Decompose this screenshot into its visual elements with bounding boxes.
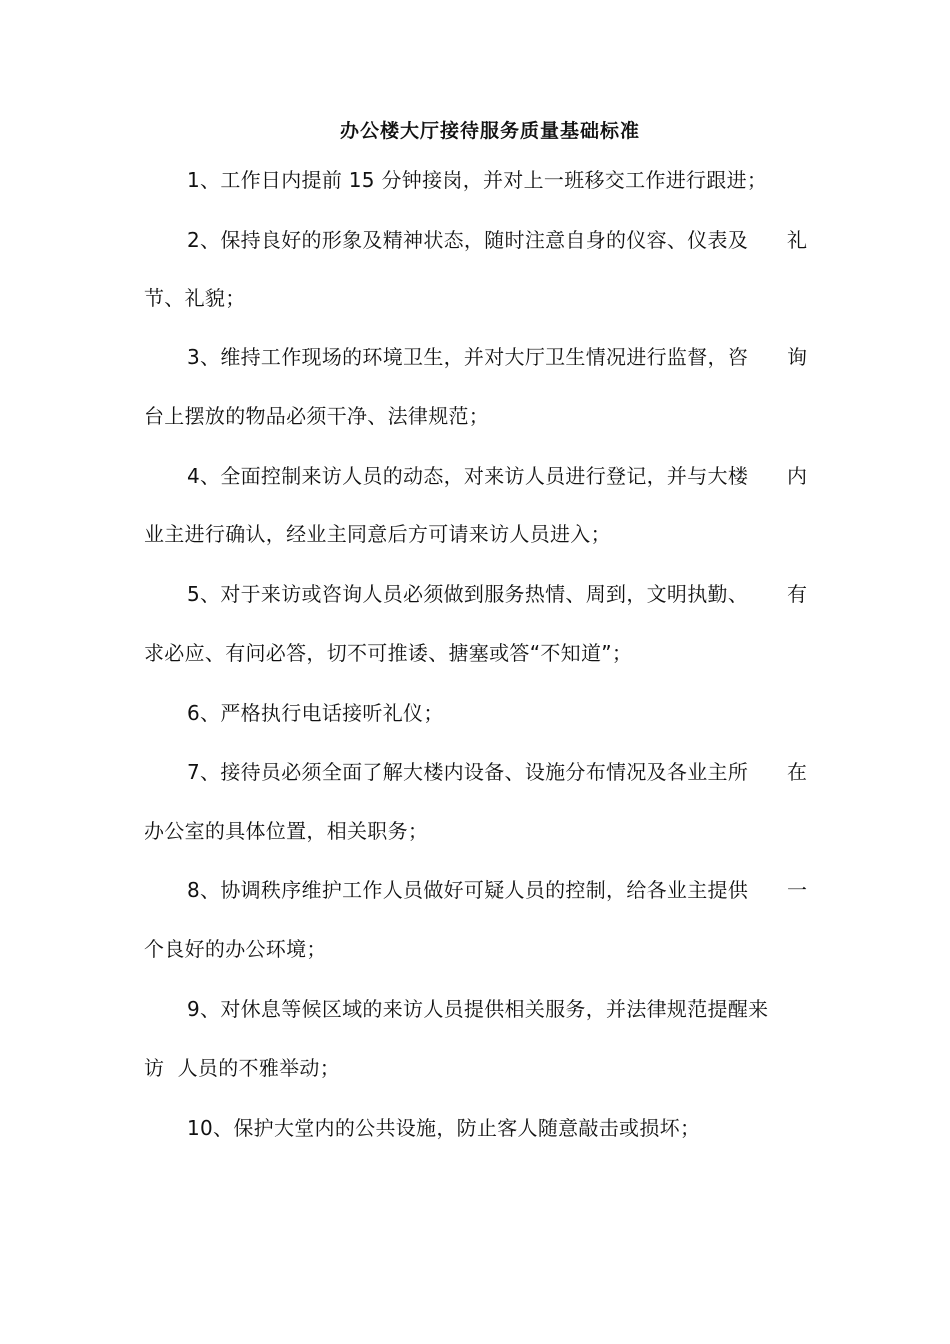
item-6: 6、严格执行电话接听礼仪； bbox=[187, 701, 444, 725]
item-4-continuation: 业主进行确认，经业主同意后方可请来访人员进入； bbox=[144, 522, 611, 546]
item-9-continuation: 访 人员的不雅举动； bbox=[144, 1056, 341, 1080]
item-7-tail: 在 bbox=[787, 760, 807, 784]
item-9: 9、对休息等候区域的来访人员提供相关服务，并法律规范提醒来 bbox=[187, 997, 769, 1021]
item-5-continuation: 求必应、有问必答，切不可推诿、搪塞或答“不知道”； bbox=[144, 641, 633, 665]
item-10: 10、保护大堂内的公共设施，防止客人随意敲击或损坏； bbox=[187, 1116, 701, 1140]
item-4-tail: 内 bbox=[787, 464, 807, 488]
item-7: 7、接待员必须全面了解大楼内设备、设施分布情况及各业主所 bbox=[187, 760, 749, 784]
document-title: 办公楼大厅接待服务质量基础标准 bbox=[339, 120, 640, 142]
item-3-continuation: 台上摆放的物品必须干净、法律规范； bbox=[144, 404, 490, 428]
item-2-continuation: 节、礼貌； bbox=[144, 286, 246, 310]
item-8-tail: 一 bbox=[787, 878, 807, 902]
item-1: 1、工作日内提前 15 分钟接岗，并对上一班移交工作进行跟进； bbox=[187, 168, 768, 192]
item-2: 2、保持良好的形象及精神状态，随时注意自身的仪容、仪表及 bbox=[187, 228, 749, 252]
item-8: 8、协调秩序维护工作人员做好可疑人员的控制，给各业主提供 bbox=[187, 878, 749, 902]
item-3-tail: 询 bbox=[787, 345, 807, 369]
item-3: 3、维持工作现场的环境卫生，并对大厅卫生情况进行监督，咨 bbox=[187, 345, 749, 369]
item-7-continuation: 办公室的具体位置，相关职务； bbox=[144, 819, 429, 843]
item-4: 4、全面控制来访人员的动态，对来访人员进行登记，并与大楼 bbox=[187, 464, 749, 488]
item-2-tail: 礼 bbox=[787, 228, 807, 252]
item-5-tail: 有 bbox=[787, 582, 807, 606]
item-5: 5、对于来访或咨询人员必须做到服务热情、周到，文明执勤、 bbox=[187, 582, 749, 606]
item-8-continuation: 个良好的办公环境； bbox=[144, 937, 327, 961]
